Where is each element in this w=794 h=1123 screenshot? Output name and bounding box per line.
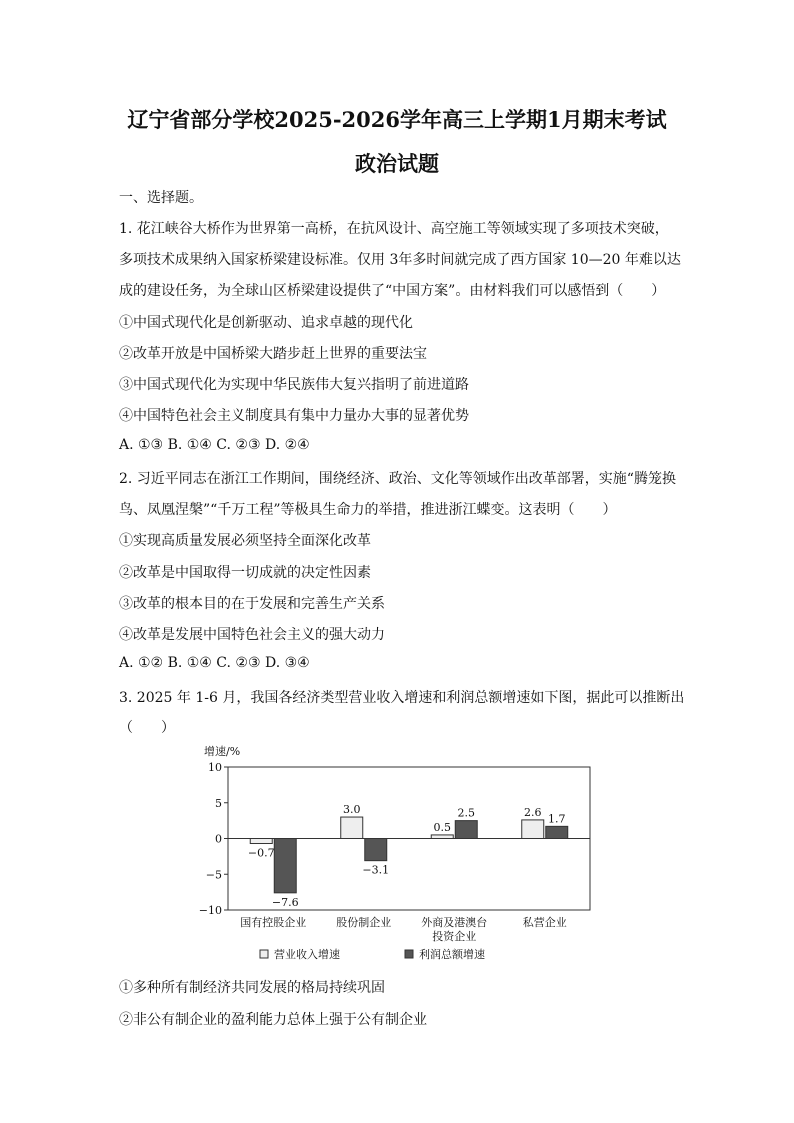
data-label-revenue: 0.5: [433, 820, 451, 834]
bar-revenue-growth: [431, 835, 453, 839]
q2-option: ④改革是发展中国特色社会主义的强大动力: [119, 627, 385, 643]
q2-option: ①实现高质量发展必须坚持全面深化改革: [119, 533, 371, 549]
data-label-profit: −7.6: [271, 895, 299, 909]
data-label-profit: 2.5: [457, 806, 475, 820]
q2-option: ③改革的根本目的在于发展和完善生产关系: [119, 596, 385, 612]
bar-profit-growth: [546, 826, 568, 838]
q1-option: ②改革开放是中国桥梁大踏步赶上世界的重要法宝: [119, 346, 427, 362]
q2-option: ②改革是中国取得一切成就的决定性因素: [119, 565, 371, 581]
bar-revenue-growth: [522, 820, 544, 839]
bar-chart-svg: [190, 740, 610, 970]
legend-label-revenue: 营业收入增速: [274, 948, 340, 961]
data-label-profit: 1.7: [548, 812, 566, 826]
data-label-revenue: −0.7: [247, 846, 275, 860]
x-tick-label: 国有控股企业: [240, 916, 307, 929]
y-tick-label: −10: [198, 904, 222, 917]
legend-swatch-profit: [405, 950, 413, 958]
page-title: 辽宁省部分学校2025-2026学年高三上学期1月期末考试: [127, 107, 667, 132]
y-tick-label: 5: [215, 796, 222, 810]
page-subtitle: 政治试题: [355, 151, 439, 176]
bar-profit-growth: [274, 839, 296, 893]
bar-revenue-growth: [341, 817, 363, 838]
bar-profit-growth: [455, 821, 477, 839]
y-tick-label: 0: [215, 832, 222, 846]
bar-profit-growth: [365, 839, 387, 861]
q3-option: ②非公有制企业的盈利能力总体上强于公有制企业: [119, 1012, 427, 1028]
data-label-revenue: 3.0: [343, 803, 361, 817]
q1-stem-line: 成的建设任务，为全球山区桥梁建设提供了“中国方案”。由材料我们可以感悟到（ ）: [119, 283, 666, 299]
legend-swatch-revenue: [260, 950, 268, 958]
y-tick-label: 10: [208, 761, 222, 774]
section-heading: 一、选择题。: [119, 190, 203, 206]
x-tick-label: 投资企业: [432, 930, 477, 943]
legend-label-profit: 利润总额增速: [419, 948, 485, 961]
q2-stem-line: 鸟、凤凰涅槃”“千万工程”等极具生命力的举措，推进浙江蝶变。这表明（ ）: [119, 502, 617, 518]
q1-stem-line: 1. 花江峡谷大桥作为世界第一高桥，在抗风设计、高空施工等领域实现了多项技术突破，: [119, 221, 669, 237]
q1-stem-line: 多项技术成果纳入国家桥梁建设标准。仅用 3年多时间就完成了西方国家 10—20 年难以达: [119, 252, 681, 268]
y-tick-label: −5: [205, 868, 222, 882]
x-tick-label: 私营企业: [522, 916, 567, 929]
q3-stem-line: （ ）: [119, 720, 175, 736]
q1-option: ①中国式现代化是创新驱动、追求卓越的现代化: [119, 315, 413, 331]
q3-option: ①多种所有制经济共同发展的格局持续巩固: [119, 980, 385, 996]
q2-choices: A. ①② B. ①④ C. ②③ D. ③④: [119, 655, 310, 671]
data-label-profit: −3.1: [362, 863, 390, 877]
q3-stem-line: 3. 2025 年 1-6 月，我国各经济类型营业收入增速和利润总额增速如下图，据此可以推断出: [119, 690, 685, 706]
data-label-revenue: 2.6: [524, 805, 542, 819]
bar-chart: [190, 740, 610, 970]
x-tick-label: 外商及港澳台: [421, 916, 488, 929]
q1-option: ④中国特色社会主义制度具有集中力量办大事的显著优势: [119, 408, 469, 424]
bar-revenue-growth: [250, 839, 272, 844]
q1-choices: A. ①③ B. ①④ C. ②③ D. ②④: [119, 437, 310, 453]
y-axis-label: 增速/%: [204, 745, 241, 758]
x-tick-label: 股份制企业: [336, 916, 392, 929]
q2-stem-line: 2. 习近平同志在浙江工作期间，围绕经济、政治、文化等领域作出改革部署，实施“腾笼换: [119, 471, 676, 487]
q1-option: ③中国式现代化为实现中华民族伟大复兴指明了前进道路: [119, 377, 469, 393]
